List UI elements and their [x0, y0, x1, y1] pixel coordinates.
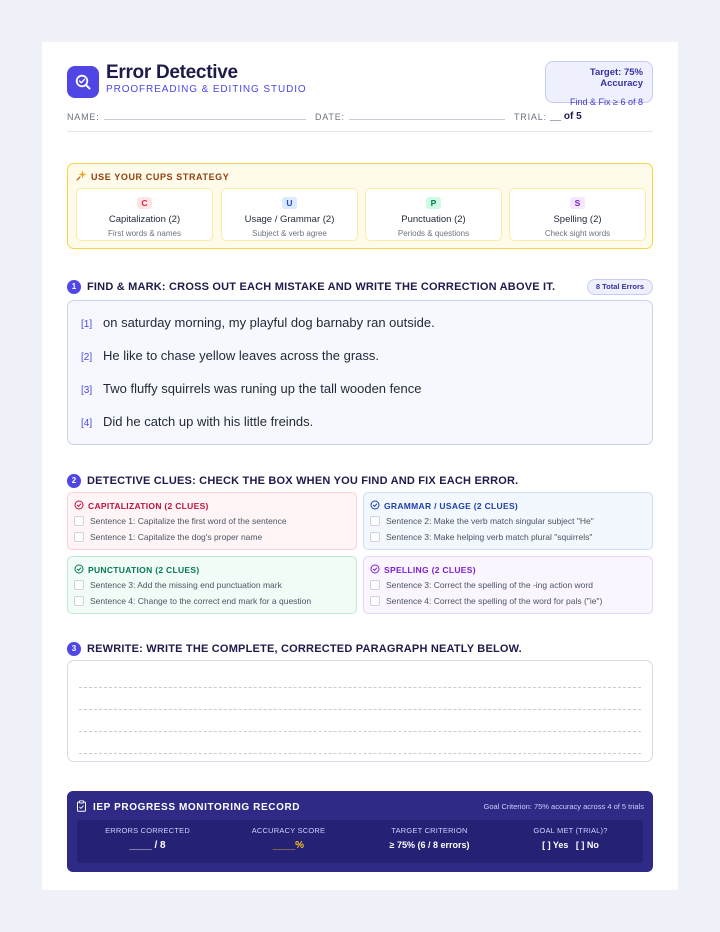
clipboard-icon — [76, 800, 87, 815]
sentence-row — [81, 348, 379, 363]
worksheet-page — [42, 42, 678, 890]
cups-card-usage — [221, 188, 358, 241]
section-title: FIND & MARK: CROSS OUT EACH MISTAKE AND WRITE THE CORRECTION ABOVE IT. — [87, 281, 556, 293]
clue-checkbox[interactable] — [370, 532, 380, 542]
progress-table — [77, 820, 643, 863]
progress-col-errors — [77, 820, 218, 851]
sentence-row — [81, 381, 421, 396]
writing-line — [79, 753, 641, 754]
writing-line — [79, 731, 641, 732]
progress-col-accuracy — [218, 820, 359, 851]
sentence-text: He like to chase yellow leaves across the grass. — [103, 348, 380, 363]
trial-label: TRIAL: — [514, 112, 547, 122]
progress-label: ACCURACY SCORE — [251, 826, 326, 835]
section-2-heading — [67, 474, 518, 488]
clue-item[interactable] — [370, 532, 592, 542]
clue-text: Sentence 4: Change to the correct end mark for a question — [90, 596, 312, 606]
progress-label: ERRORS CORRECTED — [105, 826, 190, 835]
progress-col-goal-met — [500, 820, 641, 850]
sentence-row — [81, 414, 313, 429]
cups-card-punctuation — [365, 188, 502, 241]
progress-value[interactable]: [ ] Yes [ ] No — [542, 840, 599, 850]
cups-letter-badge: S — [570, 197, 585, 209]
clue-checkbox[interactable] — [74, 596, 84, 606]
clue-checkbox[interactable] — [370, 580, 380, 590]
cups-card-desc: Check sight words — [544, 229, 611, 238]
clue-item[interactable] — [370, 580, 593, 590]
clue-item[interactable] — [74, 532, 262, 542]
section-title: REWRITE: WRITE THE COMPLETE, CORRECTED PARAGRAPH NEATLY BELOW. — [87, 643, 522, 655]
clue-group-grammar — [363, 492, 653, 550]
progress-value: ≥ 75% (6 / 8 errors) — [389, 840, 470, 850]
sentence-row — [81, 315, 435, 330]
name-label: NAME: — [67, 112, 100, 122]
progress-heading: IEP PROGRESS MONITORING RECORD — [76, 800, 300, 815]
check-circle-icon — [370, 500, 380, 512]
name-line[interactable] — [104, 119, 306, 120]
clue-group-heading: GRAMMAR / USAGE (2 CLUES) — [370, 500, 518, 512]
clue-group-punctuation — [67, 556, 357, 614]
section-3-heading — [67, 642, 522, 656]
sentence-number: [3] — [81, 385, 93, 396]
date-label: DATE: — [315, 112, 345, 122]
sentence-text: Did he catch up with his little freinds. — [103, 414, 314, 429]
sentences-box — [67, 300, 653, 445]
goal-criterion: Goal Criterion: 75% accuracy across 4 of 5 trials — [483, 802, 644, 811]
cups-heading: USE YOUR CUPS STRATEGY — [76, 170, 229, 183]
cups-card-spelling — [509, 188, 646, 241]
check-circle-icon — [74, 564, 84, 576]
check-circle-icon — [74, 500, 84, 512]
sentence-number: [2] — [81, 352, 93, 363]
section-1-heading — [67, 280, 555, 294]
magnifier-check-icon — [67, 66, 99, 98]
total-errors-badge: 8 Total Errors — [587, 279, 653, 295]
clue-checkbox[interactable] — [370, 516, 380, 526]
section-number: 1 — [67, 280, 81, 294]
clue-item[interactable] — [74, 596, 311, 606]
clue-checkbox[interactable] — [74, 516, 84, 526]
progress-record — [67, 791, 653, 872]
cups-letter-badge: C — [137, 197, 152, 209]
cups-card-title: Punctuation (2) — [401, 214, 466, 225]
section-number: 3 — [67, 642, 81, 656]
cups-letter-badge: P — [426, 197, 441, 209]
clue-text: Sentence 1: Capitalize the first word of the sentence — [90, 516, 287, 526]
clue-text: Sentence 1: Capitalize the dog's proper name — [90, 532, 263, 542]
sentence-text: on saturday morning, my playful dog barnaby ran outside. — [103, 315, 435, 330]
clue-item[interactable] — [370, 516, 594, 526]
student-fields — [67, 112, 653, 132]
target-detail: Find & Fix ≥ 6 of 8 — [570, 97, 643, 107]
clue-checkbox[interactable] — [74, 580, 84, 590]
cups-card-capitalization — [76, 188, 213, 241]
clue-item[interactable] — [74, 516, 287, 526]
progress-col-target — [359, 820, 500, 850]
clue-group-spelling — [363, 556, 653, 614]
section-number: 2 — [67, 474, 81, 488]
cups-card-desc: First words & names — [108, 229, 181, 238]
writing-line — [79, 709, 641, 710]
cups-letter-badge: U — [282, 197, 297, 209]
progress-value[interactable]: ____ / 8 — [129, 840, 166, 851]
clue-text: Sentence 3: Correct the spelling of the -ing action word — [386, 580, 593, 590]
cups-card-title: Spelling (2) — [553, 214, 602, 225]
clue-text: Sentence 3: Make helping verb match plural "squirrels" — [386, 532, 593, 542]
cups-card-desc: Periods & questions — [397, 229, 470, 238]
cups-card-title: Capitalization (2) — [108, 214, 181, 225]
writing-line — [79, 687, 641, 688]
clue-checkbox[interactable] — [370, 596, 380, 606]
clue-group-heading: SPELLING (2 CLUES) — [370, 564, 476, 576]
target-badge — [545, 61, 653, 107]
progress-label: TARGET CRITERION — [391, 826, 468, 835]
section-title: DETECTIVE CLUES: CHECK THE BOX WHEN YOU FIND AND FIX EACH ERROR. — [87, 475, 519, 487]
date-line[interactable] — [349, 119, 505, 120]
page-title: Error Detective — [106, 62, 238, 83]
page-subtitle: PROOFREADING & EDITING STUDIO — [106, 84, 307, 95]
clue-text: Sentence 3: Add the missing end punctuation mark — [90, 580, 282, 590]
check-circle-icon — [370, 564, 380, 576]
cups-strategy-box — [67, 163, 653, 249]
sparkle-icon — [76, 170, 87, 183]
sentence-number: [1] — [81, 319, 93, 330]
progress-label: GOAL MET (TRIAL)? — [533, 826, 608, 835]
clue-text: Sentence 2: Make the verb match singular subject "He" — [386, 516, 594, 526]
rewrite-area[interactable] — [67, 660, 653, 762]
clue-group-capitalization — [67, 492, 357, 550]
sentence-number: [4] — [81, 418, 93, 429]
clue-checkbox[interactable] — [74, 532, 84, 542]
progress-value[interactable]: ____% — [272, 840, 305, 851]
clue-group-heading: PUNCTUATION (2 CLUES) — [74, 564, 199, 576]
sentence-text: Two fluffy squirrels was runing up the tall wooden fence — [103, 381, 422, 396]
cups-card-desc: Subject & verb agree — [252, 229, 327, 238]
trial-value[interactable]: __ of 5 — [550, 111, 582, 122]
clue-group-heading: CAPITALIZATION (2 CLUES) — [74, 500, 209, 512]
cups-card-title: Usage / Grammar (2) — [244, 214, 335, 225]
target-accuracy: Target: 75% Accuracy — [589, 67, 643, 89]
clue-text: Sentence 4: Correct the spelling of the word for pals ("ie") — [386, 596, 603, 606]
clue-item[interactable] — [74, 580, 282, 590]
clue-item[interactable] — [370, 596, 602, 606]
